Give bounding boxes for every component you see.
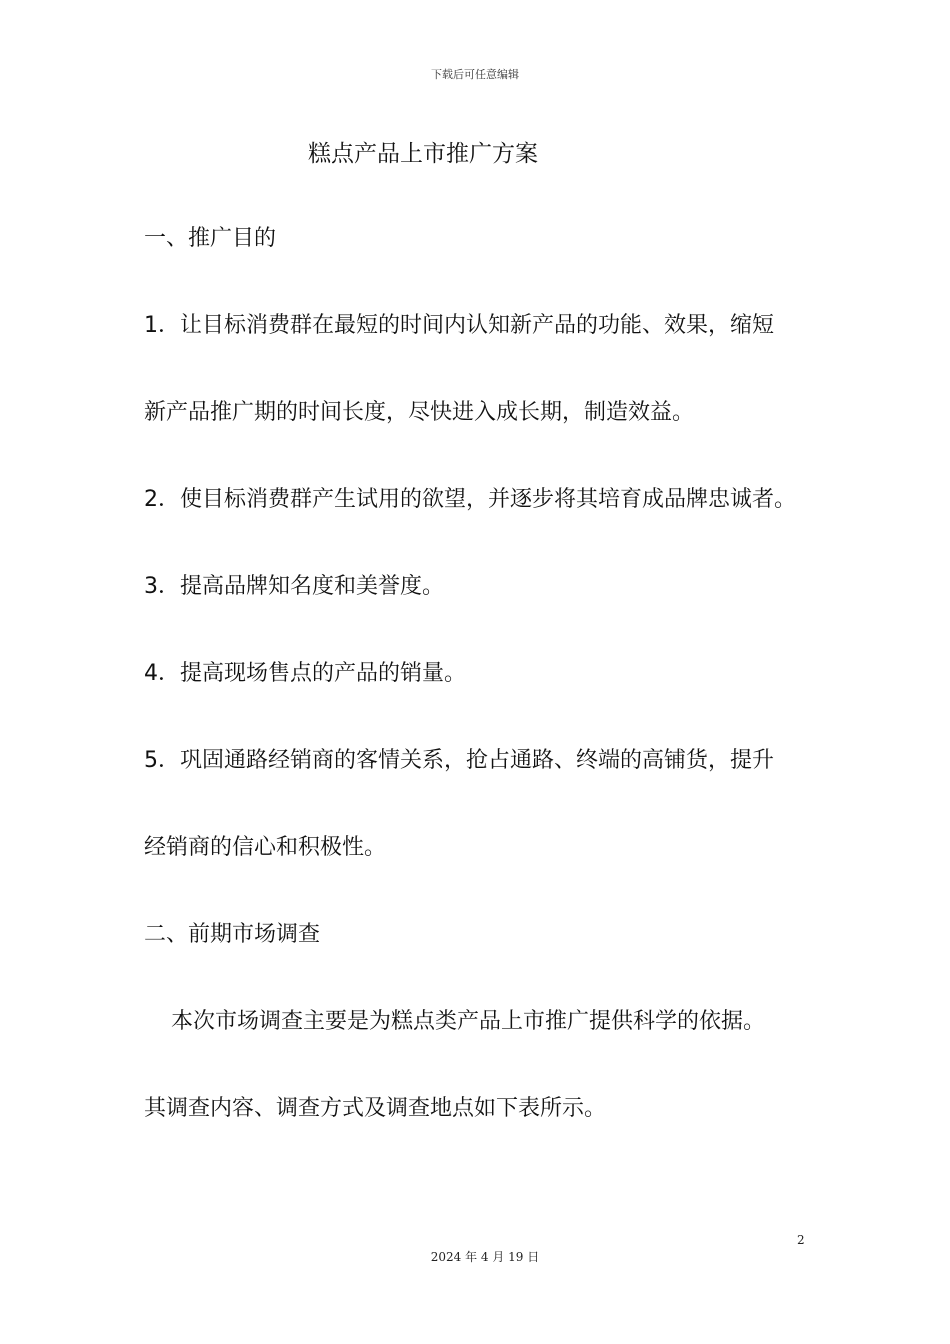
paragraph-line: 4．提高现场售点的产品的销量。 <box>144 661 466 686</box>
paragraph-line: 5．巩固通路经销商的客情关系，抢占通路、终端的高铺货，提升 <box>144 748 774 773</box>
document-title: 糕点产品上市推广方案 <box>308 141 538 167</box>
paragraph-line: 新产品推广期的时间长度，尽快进入成长期，制造效益。 <box>144 400 695 425</box>
section-heading-purpose: 一、推广目的 <box>144 226 277 251</box>
header-note: 下载后可任意编辑 <box>431 68 519 81</box>
section-heading-market-survey: 二、前期市场调查 <box>144 922 321 947</box>
page-number: 2 <box>797 1233 805 1247</box>
paragraph-line: 本次市场调查主要是为糕点类产品上市推广提供科学的依据。 <box>171 1009 766 1034</box>
paragraph-line: 其调查内容、调查方式及调查地点如下表所示。 <box>144 1096 607 1121</box>
paragraph-line: 1．让目标消费群在最短的时间内认知新产品的功能、效果，缩短 <box>144 313 774 338</box>
paragraph-line: 2．使目标消费群产生试用的欲望，并逐步将其培育成品牌忠诚者。 <box>144 487 796 512</box>
footer-date: 2024 年 4 月 19 日 <box>430 1250 540 1264</box>
paragraph-line: 3．提高品牌知名度和美誉度。 <box>144 574 444 599</box>
paragraph-line: 经销商的信心和积极性。 <box>144 835 387 860</box>
